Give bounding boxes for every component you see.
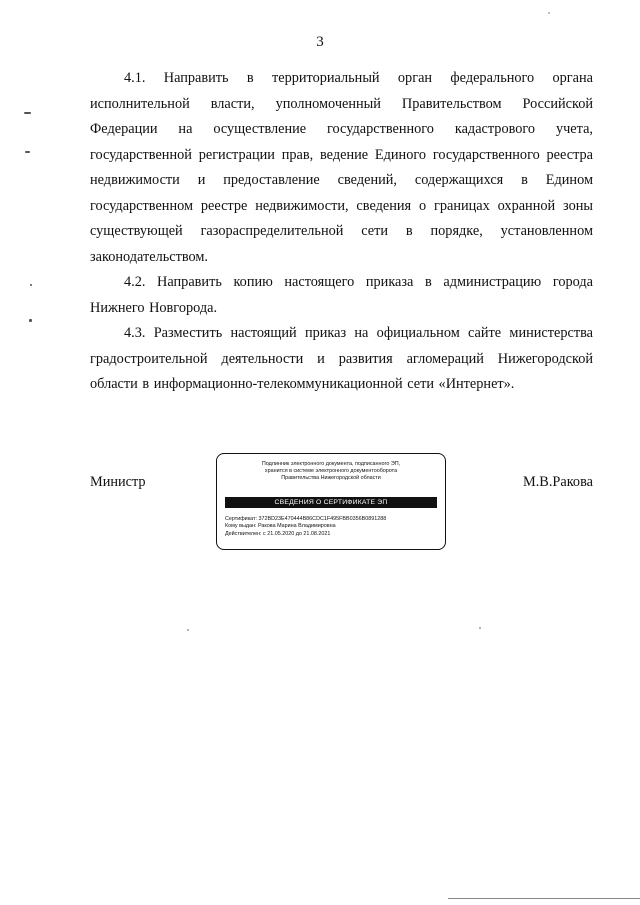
stamp-certificate-bar: СВЕДЕНИЯ О СЕРТИФИКАТЕ ЭП <box>225 497 437 508</box>
stamp-header-line: Подлинник электронного документа, подписанного ЭП, <box>261 461 401 467</box>
scan-mark <box>30 284 32 286</box>
stamp-issued-to: Кому выдан: Ракова Марина Владимировна <box>225 523 336 530</box>
paragraph-4-2: 4.2. Направить копию настоящего приказа в администрацию города Нижнего Новгорода. <box>90 274 593 316</box>
signer-title: Министр <box>90 474 146 490</box>
paragraph-4-3: 4.3. Разместить настоящий приказ на официальном сайте министерства градостроительной деятельности и развития агломераций Нижегородской области в информационно-телекоммуникационной сети «Интернет». <box>90 325 593 392</box>
scan-mark <box>548 12 550 14</box>
scan-mark <box>479 627 481 629</box>
scan-mark <box>24 112 31 114</box>
scan-mark <box>187 629 189 631</box>
page-number: 3 <box>316 34 324 50</box>
paragraph-4-1: 4.1. Направить в территориальный орган федерального органа исполнительной власти, уполномоченный Правительством Российской Федерации на осуществление государственного кадастрового учета, государственной регистрации прав, ведение Единого государственного реестра недвижимости и предоставление сведений, содержащихся в Едином государственном реестре недвижимости, сведения о границах охранной зоны существующей газораспределительной сети в порядке, установленном законодательством. <box>90 70 593 265</box>
stamp-details <box>225 516 439 538</box>
stamp-header-line: Правительства Нижегородской области <box>281 475 381 482</box>
stamp-validity: Действителен: с 21.05.2020 до 21.08.2021 <box>225 530 331 537</box>
stamp-header-line: хранится в системе электронного документооборота <box>264 468 398 475</box>
scan-mark <box>25 151 30 153</box>
scan-mark <box>29 319 32 322</box>
electronic-signature-stamp <box>216 453 446 550</box>
signer-name: М.В.Ракова <box>523 474 593 490</box>
document-body <box>90 66 593 398</box>
bottom-edge-rule <box>448 898 640 899</box>
stamp-certificate-number: Сертификат: 372BD23E470444B86CDC1F495FBB0356B0891288 <box>225 516 387 522</box>
stamp-header <box>225 461 437 483</box>
